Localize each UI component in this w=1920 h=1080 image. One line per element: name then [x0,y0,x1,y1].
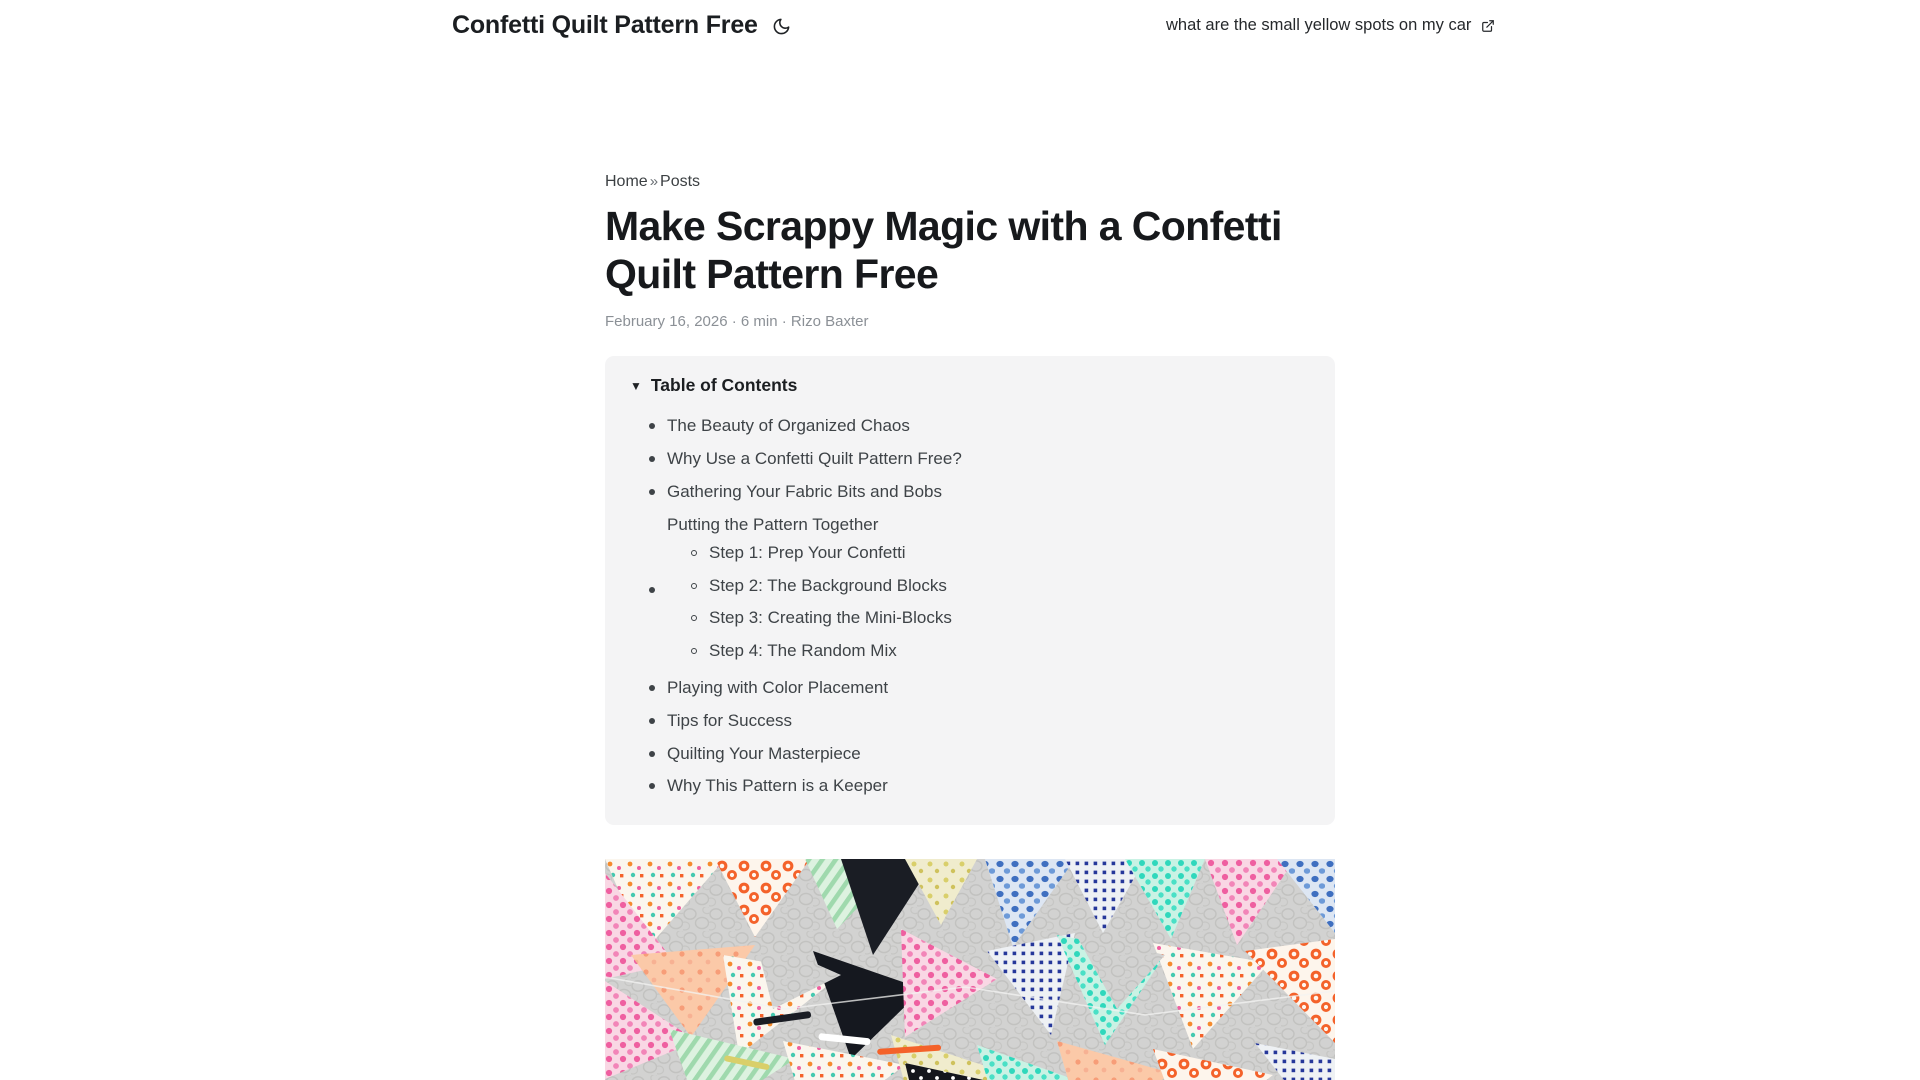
article-container [605,172,1335,1080]
breadcrumb-home[interactable]: Home [605,173,648,190]
bullet-icon [649,489,655,495]
list-item[interactable] [645,672,1335,705]
bullet-icon [649,751,655,757]
site-header [0,0,1920,60]
list-item[interactable] [645,508,1335,672]
caret-down-icon: ▼ [630,379,642,394]
external-link-label: what are the small yellow spots on my car [1166,16,1472,34]
bullet-icon [649,783,655,789]
hero-image [605,859,1335,1080]
list-item[interactable] [645,705,1335,738]
bullet-hollow-icon [691,550,697,556]
list-item[interactable] [687,602,1335,635]
bullet-hollow-icon [691,615,697,621]
list-item[interactable] [645,770,1335,803]
external-reference-link[interactable] [1166,16,1495,36]
toc-link[interactable]: Step 2: The Background Blocks [709,575,947,595]
toc-link[interactable]: Quilting Your Masterpiece [667,743,861,763]
list-item[interactable] [645,475,1335,508]
list-item[interactable] [645,443,1335,476]
bullet-hollow-icon [691,648,697,654]
quilt-illustration [605,859,1335,1080]
toc-link[interactable]: Step 1: Prep Your Confetti [709,542,906,562]
bullet-icon [649,423,655,429]
bullet-icon [649,718,655,724]
bullet-icon [649,456,655,462]
post-meta: February 16, 2026 · 6 min · Rizo Baxter [605,312,869,330]
toc-link[interactable]: Playing with Color Placement [667,678,889,698]
external-link-icon [1480,19,1495,34]
toc-header[interactable] [605,375,1335,400]
site-title[interactable]: Confetti Quilt Pattern Free [452,11,758,39]
table-of-contents [605,356,1335,825]
breadcrumb-posts[interactable]: Posts [660,173,701,190]
bullet-hollow-icon [691,583,697,589]
list-item[interactable] [645,410,1335,443]
toc-link[interactable]: Why This Pattern is a Keeper [667,776,888,796]
toc-link[interactable]: Why Use a Confetti Quilt Pattern Free? [667,449,962,469]
toc-title: Table of Contents [650,375,798,396]
brand-group [452,12,793,40]
list-item[interactable] [645,737,1335,770]
toc-link[interactable]: The Beauty of Organized Chaos [667,416,910,436]
list-item[interactable] [687,635,1335,668]
moon-icon[interactable] [771,16,793,38]
breadcrumb [605,172,1335,193]
toc-link[interactable]: Gathering Your Fabric Bits and Bobs [667,481,942,501]
list-item[interactable] [687,537,1335,570]
toc-list [605,410,1335,803]
list-item[interactable] [687,569,1335,602]
toc-link[interactable]: Putting the Pattern Together [667,514,879,534]
toc-link[interactable]: Tips for Success [667,710,793,730]
page-title: Make Scrappy Magic with a Confetti Quilt Pattern Free [605,202,1282,298]
bullet-icon [649,587,655,593]
bullet-icon [649,685,655,691]
breadcrumb-separator: » [649,173,659,190]
toc-link[interactable]: Step 3: Creating the Mini-Blocks [709,608,952,628]
toc-sublist [667,537,1335,668]
toc-link[interactable]: Step 4: The Random Mix [709,641,897,661]
